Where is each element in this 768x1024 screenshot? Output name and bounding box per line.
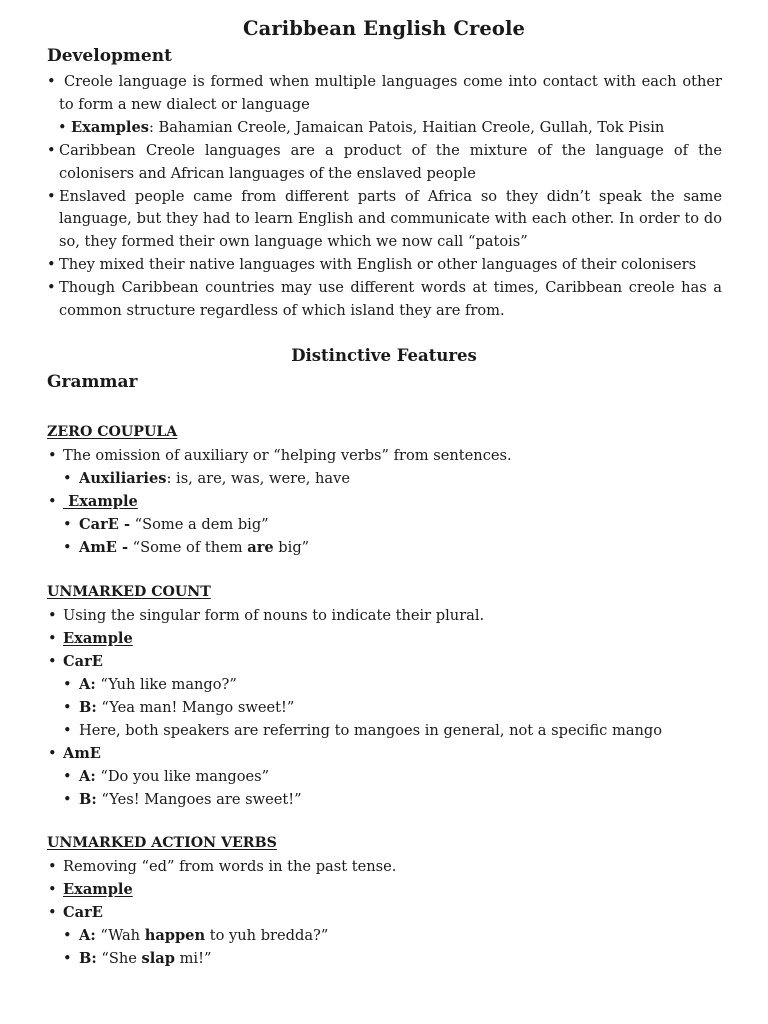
speaker-a-label: A: bbox=[79, 927, 96, 944]
unmarked-count-list bbox=[47, 604, 737, 811]
list-item bbox=[47, 490, 737, 513]
care-label: CarE bbox=[63, 653, 103, 670]
dialogue-text: “Yuh like mango?” bbox=[95, 676, 237, 693]
definition-text: Removing “ed” from words in the past tense. bbox=[63, 858, 397, 875]
dialogue-text: “Yes! Mangoes are sweet!” bbox=[96, 791, 302, 808]
list-item bbox=[47, 650, 737, 673]
bullet-text: Caribbean Creole languages are a product of the mixture of the language of the colonisers and African languages of the enslaved people bbox=[59, 141, 722, 182]
list-item bbox=[47, 513, 737, 536]
speaker-a-label: A: bbox=[79, 768, 96, 785]
list-item bbox=[47, 140, 722, 186]
list-item bbox=[47, 947, 737, 970]
care-label: CarE - bbox=[79, 516, 131, 533]
ame-bold: are bbox=[247, 539, 274, 556]
unmarked-action-verbs-list bbox=[47, 855, 737, 970]
list-item bbox=[47, 604, 737, 627]
list-item bbox=[47, 536, 737, 559]
document-title: Caribbean English Creole bbox=[243, 17, 525, 40]
definition-text: Using the singular form of nouns to indicate their plural. bbox=[63, 607, 485, 624]
list-item bbox=[47, 254, 722, 277]
bullet-text: They mixed their native languages with English or other languages of their colonisers bbox=[59, 256, 697, 274]
auxiliaries-text: : is, are, was, were, have bbox=[166, 470, 351, 487]
zero-copula-list bbox=[47, 444, 737, 559]
definition-text: The omission of auxiliary or “helping verbs” from sentences. bbox=[63, 447, 512, 464]
bullet-text: Though Caribbean countries may use different words at times, Caribbean creole has a common structure regardless of which island they are from. bbox=[59, 279, 722, 320]
development-heading: Development bbox=[47, 46, 172, 66]
bullet-text: Creole language is formed when multiple languages come into contact with each other to form a new dialect or language bbox=[59, 73, 722, 113]
list-item bbox=[47, 765, 737, 788]
dialogue-text: “Yea man! Mango sweet!” bbox=[96, 699, 295, 716]
care-text: “Some a dem big” bbox=[130, 516, 269, 533]
list-item bbox=[47, 878, 737, 901]
distinctive-features-heading: Distinctive Features bbox=[291, 346, 477, 365]
list-item bbox=[47, 186, 722, 255]
list-item bbox=[47, 855, 737, 878]
ame-label: AmE - bbox=[79, 539, 129, 556]
list-item bbox=[47, 696, 737, 719]
dialogue-bold: slap bbox=[141, 950, 175, 967]
bullet-text: Enslaved people came from different parts of Africa so they didn’t speak the same language, but they had to learn English and communicate with each other. In order to do so, they formed their own language which we now call “patois” bbox=[59, 187, 722, 251]
example-label: Example bbox=[63, 493, 138, 510]
list-item bbox=[47, 467, 737, 490]
development-list bbox=[47, 71, 722, 323]
dialogue-text: “Wah bbox=[95, 927, 145, 944]
ame-text: big” bbox=[273, 539, 310, 556]
unmarked-count-heading: UNMARKED COUNT bbox=[47, 584, 211, 600]
examples-label: Examples bbox=[71, 118, 149, 136]
list-item bbox=[47, 901, 737, 924]
ame-text: “Some of them bbox=[128, 539, 248, 556]
examples-item bbox=[47, 117, 722, 140]
list-item bbox=[47, 444, 737, 467]
examples-text: : Bahamian Creole, Jamaican Patois, Haitian Creole, Gullah, Tok Pisin bbox=[148, 118, 665, 136]
list-item bbox=[47, 719, 737, 742]
list-item bbox=[47, 788, 737, 811]
speaker-a-label: A: bbox=[79, 676, 96, 693]
speaker-b-label: B: bbox=[79, 791, 97, 808]
list-item bbox=[47, 742, 737, 765]
dialogue-text: “Do you like mangoes” bbox=[95, 768, 270, 785]
auxiliaries-label: Auxiliaries bbox=[79, 470, 167, 487]
dialogue-text: “She bbox=[96, 950, 142, 967]
dialogue-bold: happen bbox=[144, 927, 206, 944]
example-label: Example bbox=[63, 630, 133, 647]
list-item bbox=[47, 627, 737, 650]
ame-label: AmE bbox=[63, 745, 101, 762]
list-item bbox=[47, 71, 722, 117]
unmarked-action-verbs-heading: UNMARKED ACTION VERBS bbox=[47, 835, 277, 851]
list-item bbox=[47, 673, 737, 696]
example-label: Example bbox=[63, 881, 133, 898]
zero-copula-heading: ZERO COUPULA bbox=[47, 424, 178, 440]
dialogue-text: mi!” bbox=[174, 950, 212, 967]
care-label: CarE bbox=[63, 904, 103, 921]
list-item bbox=[47, 277, 722, 323]
list-item bbox=[47, 924, 737, 947]
speaker-b-label: B: bbox=[79, 699, 97, 716]
dialogue-text: to yuh bredda?” bbox=[205, 927, 329, 944]
speaker-b-label: B: bbox=[79, 950, 97, 967]
grammar-heading: Grammar bbox=[47, 372, 138, 392]
note-text: Here, both speakers are referring to mangoes in general, not a specific mango bbox=[79, 722, 663, 739]
